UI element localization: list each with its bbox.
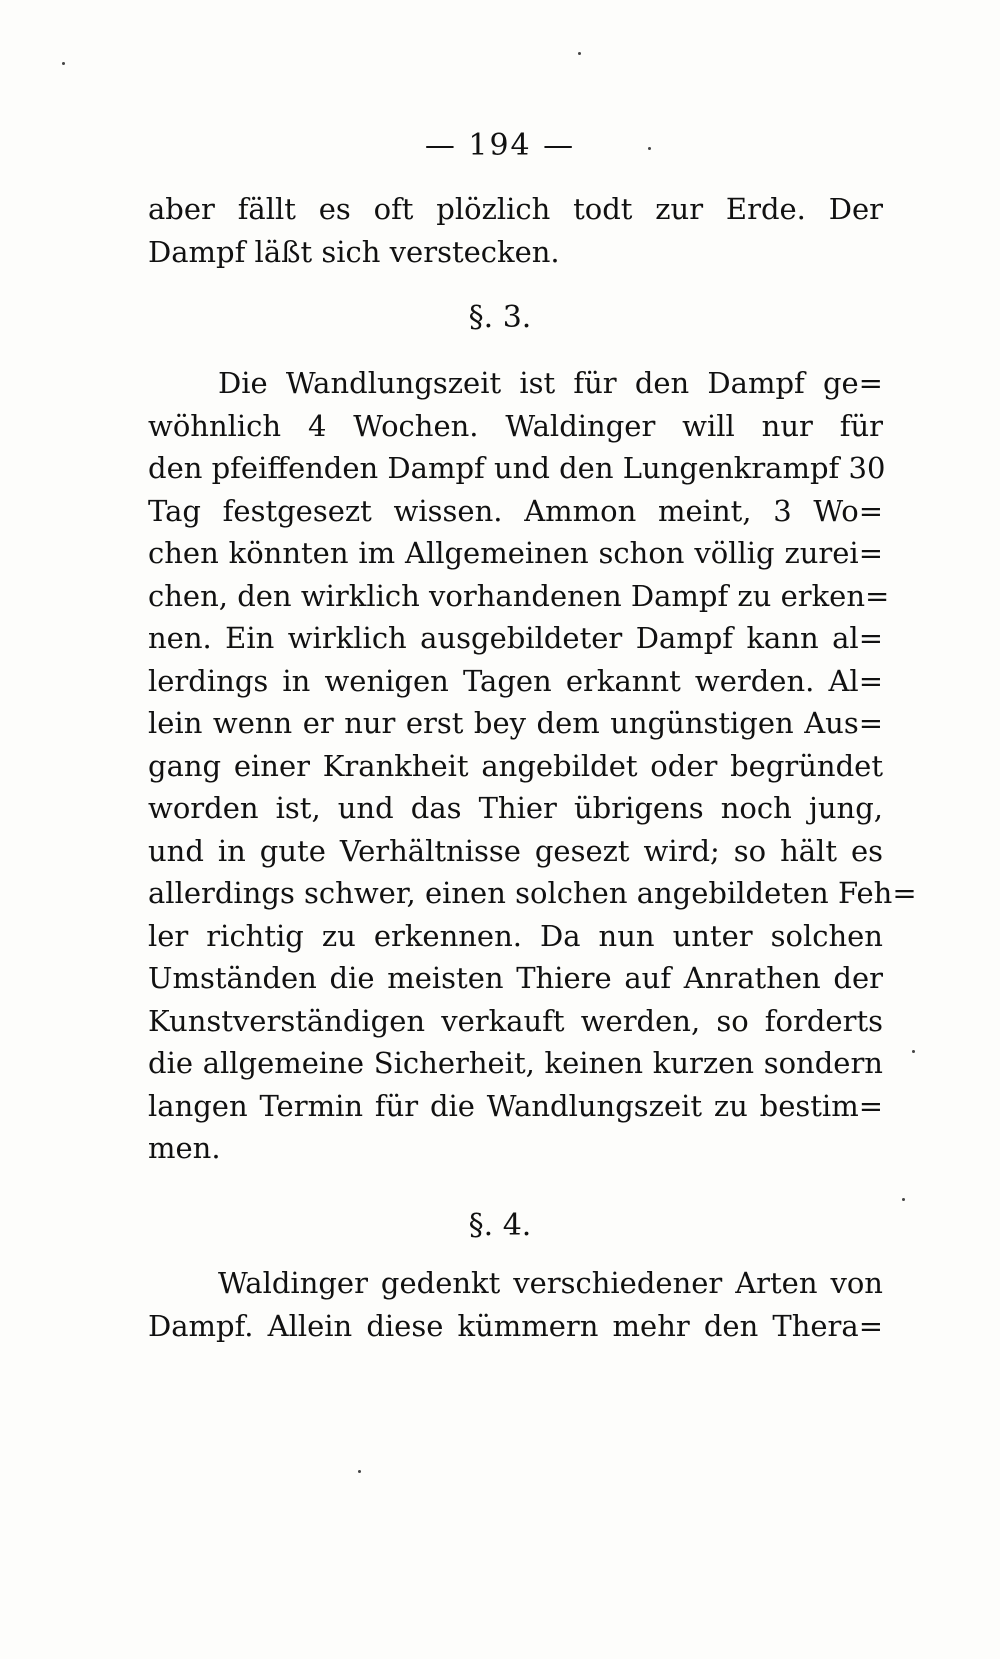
- text-line: Kunstverständigen verkauft werden, so forderts: [148, 1003, 883, 1038]
- section-heading-3: §. 3.: [468, 300, 532, 335]
- text-line: Waldinger gedenkt verschiedener Arten von: [218, 1266, 883, 1300]
- text-line: chen könnten im Allgemeinen schon völlig zurei=: [148, 536, 883, 570]
- text-line: Dampf läßt sich verstecken.: [148, 234, 560, 269]
- scan-speck: [358, 1470, 361, 1473]
- text-line: nen. Ein wirklich ausgebildeter Dampf kann al=: [148, 621, 883, 655]
- text-line: Umständen die meisten Thiere auf Anrathen der: [148, 961, 883, 995]
- scan-speck: [578, 52, 581, 55]
- text-line: langen Termin für die Wandlungszeit zu bestim=: [148, 1088, 883, 1123]
- text-line: Tag festgesezt wissen. Ammon meint, 3 Wo=: [148, 493, 883, 528]
- continuation-paragraph: [148, 188, 883, 273]
- text-line: und in gute Verhältnisse gesezt wird; so hält es: [148, 833, 883, 868]
- text-line: worden ist, und das Thier übrigens noch jung,: [148, 791, 883, 825]
- text-line: aber fällt es oft plözlich todt zur Erde. Der: [148, 192, 883, 226]
- scan-speck: [648, 147, 651, 150]
- scan-speck: [62, 62, 65, 65]
- text-line: die allgemeine Sicherheit, keinen kurzen sondern: [148, 1046, 883, 1080]
- text-line: lerdings in wenigen Tagen erkannt werden. Al=: [148, 663, 883, 698]
- text-line: Die Wandlungszeit ist für den Dampf ge=: [218, 366, 883, 400]
- scan-speck: [912, 1050, 915, 1053]
- text-line: wöhnlich 4 Wochen. Waldinger will nur für: [148, 408, 883, 443]
- text-line: den pfeiffenden Dampf und den Lungenkrampf 30: [148, 451, 886, 485]
- section-4-paragraph: [148, 1262, 883, 1347]
- section-heading-4: §. 4.: [468, 1208, 532, 1243]
- text-line: ler richtig zu erkennen. Da nun unter solchen: [148, 918, 883, 953]
- text-line: lein wenn er nur erst bey dem ungünstigen Aus=: [148, 706, 883, 740]
- scan-speck: [902, 1198, 905, 1201]
- text-line: chen, den wirklich vorhandenen Dampf zu erken=: [148, 578, 890, 613]
- section-3-paragraph: [148, 362, 917, 1170]
- text-line: gang einer Krankheit angebildet oder begründet: [148, 748, 883, 783]
- text-line: allerdings schwer, einen solchen angebildeten Feh=: [148, 876, 917, 910]
- page-number: — 194 —: [424, 128, 576, 163]
- text-line: men.: [148, 1131, 221, 1165]
- text-line: Dampf. Allein diese kümmern mehr den Thera=: [148, 1308, 883, 1343]
